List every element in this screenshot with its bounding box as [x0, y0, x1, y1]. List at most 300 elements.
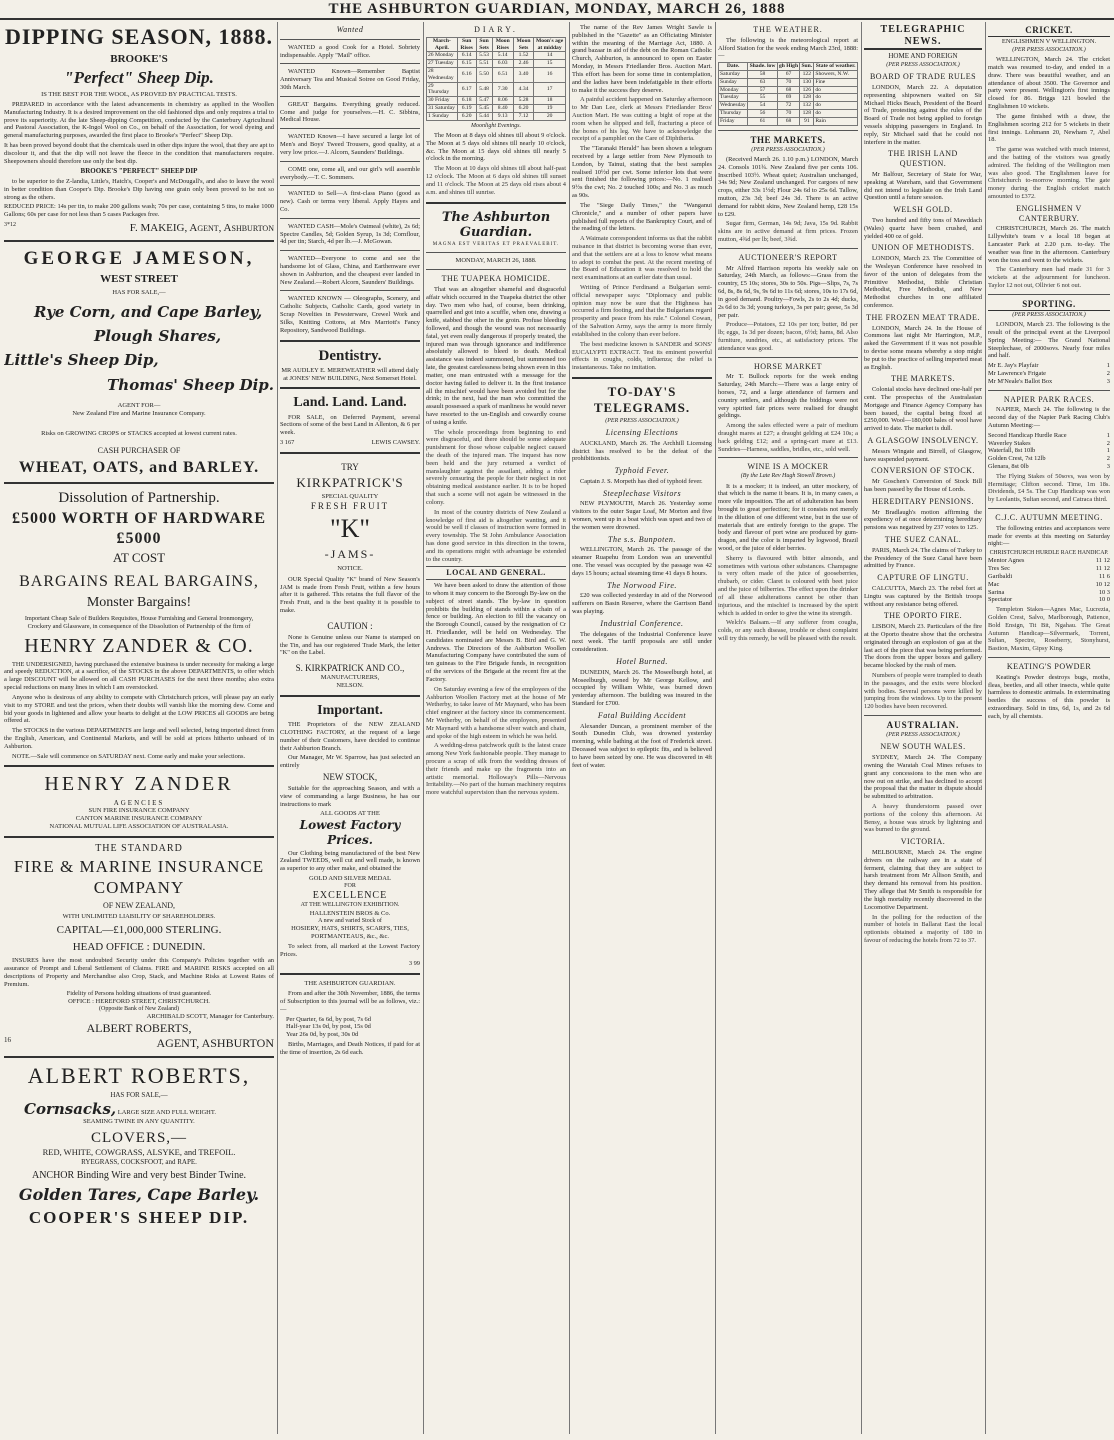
handicap-weight: [988, 581, 1110, 589]
wine-body: It is a mocker; it is indeed, an utter mockery, of that which is the name it bears. It is, in many cases, a more vile imposition. The art of adulteration has been brought to great perfection; for it consists not merely in the dilution of one different wine, but in the use of materials that are entirely foreign to the grape. The body and flavour of port wine are produced by gum-dragon, and the color is imparted by logwood, Brazil wood, or the juice of elder berries.: [718, 482, 858, 553]
weather-cell: 128: [800, 94, 814, 102]
canterbury-heading: ENGLISHMEN V CANTERBURY.: [1016, 203, 1082, 223]
diary-cell: 8.06: [492, 97, 513, 105]
weather-cell: Monday: [719, 86, 748, 94]
diary-cell: 6.14: [457, 52, 476, 60]
weather-cell: Sunday: [719, 78, 748, 86]
tn-body: Mr Balfour, Secretary of State for War, speaking at Wareham, said that Government did not intend to legislate on the Irish Land Question until a future session.: [864, 170, 982, 202]
wanted-ad: WANTED a good Cook for a Hotel. Sobriety indispensable. Apply "Mail" office.: [280, 43, 420, 59]
ad-albert-roberts: [4, 1063, 274, 1229]
horse-heading: HORSE MARKET: [753, 361, 822, 371]
diary-cell: 1 Sunday: [427, 112, 458, 120]
ad-agent: ALBERT ROBERTS,: [86, 1021, 192, 1036]
ad-bargains: BARGAINS REAL BARGAINS,: [19, 573, 259, 591]
cjc-filler: Templeton Stakes—Agnes Mac, Lucrezia, Golden Crest, Salvo, Marlborough, Patience, Bold Ensign, Tit Bit, Ngahau. The Great Autumn Handicap—Silvermark, Torrent, Sultan, Spectre, Roseberry, Stonyhurst, Bastion, Maxim, Gipsy King.: [988, 606, 1110, 653]
ad-head-office: HEAD OFFICE : DUNEDIN.: [72, 940, 206, 953]
race-entry-label: Waverley Stakes: [988, 439, 1031, 447]
kirk-try: TRY: [341, 461, 359, 472]
weather-row: [719, 94, 858, 102]
napier-heading: NAPIER PARK RACES.: [1003, 394, 1095, 404]
weather-cell: Wednesday: [719, 102, 748, 110]
guardian-terms: From and after the 30th November, 1886, the terms of Subscription to this journal will be as follows, viz.:—: [280, 990, 420, 1013]
ad-name: ALBERT ROBERTS,: [27, 1062, 251, 1088]
local-filler: A wedding-dress patchwork quilt is the latest craze among New York fashionable people. They manage to procure a scrap of silk from the wedding dresses of their friends and make up the fragments into an artistic memorial. Holloway's Pills—Nervous Irritability.—No part of the human machinery requires more watchful supervision than the nervous system.: [426, 742, 566, 797]
ad-code: 16: [4, 1035, 11, 1044]
tn-body: MELBOURNE, March 24. The engine drivers on the railway are in a state of ferment, claiming that they are subject to harsh treatment from Mr Allison Smith, and they demand his removal from his position. They allege that Mr Smith is responsible for the high mortality recently discovered in the Locomotive Department.: [864, 849, 982, 911]
ad-fidelity: Fidelity of Persons holding situations of trust guaranteed.: [66, 990, 212, 998]
ad-capital: CAPITAL—£1,000,000 STERLING.: [56, 924, 222, 937]
diary-cell: 20: [534, 112, 566, 120]
wanted-ad: WANTED Known—I have secured a large lot of Men's and Boys' Tweed Trousers, good quality, at a very low price.—J. Alcorn, Saunders' Buildings.: [280, 133, 420, 156]
wanted-ad: COME one, come all, and our girl's will assemble everybody.—T. C. Sommers.: [280, 165, 420, 181]
tn-filler: Numbers of people were trampled to death in the passages, and the exits were blocked with bodies. Several persons were killed by jumping from the windows. Up to the present 120 bodies have been recovered.: [864, 672, 982, 711]
ad-product: "Perfect" Sheep Dip.: [64, 68, 214, 88]
ad-street: WEST STREET: [100, 272, 178, 285]
tn-body: LONDON, March 22. A deputation representing shipowners waited on Sir Michael Hicks Beach, President of the Board of Trade, protesting against the rules of the Board of Trade not being applied to foreign vessels shipping passengers in England. In reply, Sir Michael said that he could not interfere in the matter.: [864, 83, 982, 146]
masthead: [0, 0, 1114, 20]
important-excellence: EXCELLENCE: [312, 890, 388, 902]
kirk-mfr: MANUFACTURERS,: [320, 674, 380, 682]
wine-filler: Sherry is flavoured with bitter almonds, and sometimes with various other substances. Champagne is very often made of the juice of gooseberries, rhubarb, or cider. Claret is coloured with beet juice and the juice of bilberries. The effect upon the drinker of all these adulterations cannot be other than injurious, and the mischief is increased by the spirit which is added in order to give the wine its strength.: [718, 554, 858, 617]
ad-forsale: HAS FOR SALE,—: [110, 1091, 168, 1100]
diary-cell: 5.44: [476, 112, 492, 120]
tel-head: The Norwood Fire.: [607, 580, 677, 590]
kirk-k: "K": [329, 514, 370, 544]
weather-cell: 132: [800, 102, 814, 110]
diary-row: [427, 112, 566, 120]
ad-agencies: AGENCIES: [113, 798, 165, 807]
tuapeka-filler: In most of the country districts of New Zealand a knowledge of first aid is altogether wanting, and it would be well if classes of instruction were formed in every township. The St John Ambulance Association has done good service in this direction in the towns, and its operations might with advantage be extended to the country.: [426, 508, 566, 563]
tn-head: UNION OF METHODISTS.: [871, 243, 975, 253]
diary-cell: 6.17: [457, 82, 476, 97]
ad-name: HENRY ZANDER: [44, 773, 234, 796]
diary-header-cell: Sun Sets: [476, 37, 492, 52]
ad-clovers: CLOVERS,—: [90, 1130, 188, 1147]
important-for: FOR: [344, 882, 356, 889]
ad-item: Little's Sheep Dip,: [4, 351, 159, 370]
cjc-body: The following entries and acceptances were made for events at this meeting on Saturday night:—: [988, 524, 1110, 548]
weather-cell: 61: [748, 117, 777, 125]
diary-cell: 4.34: [513, 82, 533, 97]
wine-filler: Welch's Balsam.—If any sufferer from coughs, colds, or any such disease, trouble or chest complaint will try this remedy, he will be pleased with the result.: [718, 619, 858, 642]
diary-cell: 5.47: [476, 97, 492, 105]
diary-cell: 26 Monday: [427, 52, 458, 60]
auction-filler: Produce—Potatoes, £2 10s per ton; butter, 8d per lb; eggs, 1s 3d per dozen; bacon, 6½d; hams, 8d. Also furniture, sundries, etc., at satisfactory prices. The attendance was good.: [718, 321, 858, 352]
important-newstock: NEW STOCK,: [322, 771, 378, 782]
weather-header-cell: State of weather.: [815, 63, 856, 70]
diary-cell: 6.16: [457, 68, 476, 83]
tuapeka-body: That was an altogether shameful and disgraceful affair which occurred in the Tuapeka district the other day. Two men who had, of course, been drinking, quarrelled and got into a scuffle, when one, drawing a knife, stabbed the other in the groin. Profuse bleeding followed, and though the wound was not necessarily fatal, yet even really dangerous if properly treated, the injured man was through ignorance and indifference absolutely allowed to bleed to death. Medical assistance was indeed summoned, but summoned too late, the greatest carelessness being shown even in this matter, one man entrusted with a message for the doctor having failed to deliver it. In the first instance all the mischief would have been avoided but for the drink; in the next, had the man who committed the assault possessed a spark of manliness he would never have resorted to the un-English and cowardly course of using a knife.: [426, 285, 566, 426]
kirk-company: S. KIRKPATRICK AND CO.,: [295, 663, 405, 674]
keating-body: Keating's Powder destroys bugs, moths, fleas, beetles, and all other insects, while quite harmless to domestic animals. In exterminating beetles the success of this powder is extraordinary. Sold in tins, 6d, 1s, and 2s 6d each, by all chemists.: [988, 673, 1110, 720]
diary-cell: 1.52: [513, 52, 533, 60]
important-medal: GOLD AND SILVER MEDAL: [309, 874, 391, 882]
ad-monster: Monster Bargains!: [86, 594, 192, 610]
diary-caption: Moonlight Evenings.: [471, 122, 521, 129]
diary-cell: 5.28: [513, 97, 533, 105]
ad-note: NOTE.—Sale will commence on SATURDAY next. Come early and make your selections.: [12, 752, 246, 760]
race-entry: [988, 455, 1110, 463]
handicap-weight: [988, 557, 1110, 565]
ad-tagline: IS THE BEST FOR THE WOOL, AS PROVED BY PRACTICAL TESTS.: [41, 90, 237, 98]
column-rule: [423, 22, 424, 1434]
ad-cash: CASH PURCHASER OF: [97, 445, 181, 455]
ad-standard-insurance: [4, 843, 274, 1050]
guardian-half: Half-year 13s 0d, by post, 15s 0d: [286, 1023, 371, 1031]
weather-cell: 70: [777, 78, 800, 86]
race-result-label: Mr Lawrence's Frigate: [988, 369, 1046, 377]
weather-cell: 67: [777, 71, 800, 79]
diary-cell: 5.51: [476, 60, 492, 68]
land-code: 3 167: [280, 438, 295, 446]
weather-cell: Saturday: [719, 71, 748, 79]
keating-heading: KEATING'S POWDER: [1006, 662, 1092, 672]
handicap-weight: [988, 596, 1110, 604]
diary-cell: 6.15: [457, 60, 476, 68]
weather-cell: 55: [748, 94, 777, 102]
important-clothing: Our Clothing being manufactured of the best New Zealand TWEEDS, well cut and well made, is known as superior to any other make, and obtained the: [280, 849, 420, 873]
news-body: The "Taranaki Herald" has been shown a telegram received by a large settler from New Plymouth to London, by Tainui, stating that the best samples realised 10½d per cwt. Some inferior lots that were sent finished the following prices:—No. 1 realised 9½s the cwt; No. 2 touched 100s; and No. 3 as much as 90s.: [572, 145, 712, 200]
ad-name: GEORGE JAMESON,: [23, 248, 255, 270]
race-entry-label: Golden Crest, 7st 12lb: [988, 455, 1046, 463]
weather-cell: 130: [800, 78, 814, 86]
diary-cell: 3.40: [513, 68, 533, 83]
ad-item: Plough Shares,: [94, 327, 222, 346]
column-sport: [988, 22, 1110, 1434]
weather-cell: 68: [777, 86, 800, 94]
ad-agentline: AGENT, ASHBURTON: [156, 1035, 274, 1050]
tn-head: CONVERSION OF STOCK.: [871, 466, 975, 476]
weather-cell: Thursday: [719, 110, 748, 118]
weather-cell: 57: [748, 86, 777, 94]
diary-cell: 6.18: [457, 97, 476, 105]
diary-row: [427, 97, 566, 105]
handicap-weight-value: 11 12: [1095, 565, 1110, 573]
column-rule: [715, 22, 716, 1434]
diary-cell: 9.13: [492, 112, 513, 120]
tn-body: SYDNEY, March 24. The Company owning the Waratah Coal Mines refuses to grant any concessions to the men who are now out on strike, and has declined to accept the proposal that the matter in dispute should be submitted to arbitration.: [864, 754, 982, 801]
telegrams-heading: TO-DAY'S TELEGRAMS.: [593, 383, 691, 415]
weather-cell: do: [814, 110, 858, 118]
news-filler: A Waimate correspondent informs us that the rabbit nuisance in that district is becoming worse than ever, and that the settlers are at a loss to know what means to adopt to combat the pest. At the recent meeting of the Board of Education it was resolved to hold the next examinations at an earlier date than usual.: [572, 235, 712, 282]
cricket-press: (PER PRESS ASSOCIATION.): [1012, 46, 1086, 53]
diary-cell: 2.46: [513, 60, 533, 68]
column-wanted-ads: [280, 22, 420, 1434]
weather-cell: Rain: [814, 117, 858, 125]
tn-head: NEW SOUTH WALES.: [880, 742, 966, 752]
canterbury-body: CHRISTCHURCH, March 26. The match Lillywhite's team v a local 18 began at Lancaster Park at 2.20 p.m. to-day. The weather was fine in the afternoon. Canterbury won the toss and went to the wickets.: [988, 225, 1110, 264]
important-new: A new and varied Stock of: [318, 917, 382, 924]
local-filler: On Saturday evening a few of the employees of the Ashburton Woollen Factory met at the house of Mr Wetherby, to take leave of Mr Maynard, who has been chief engineer at the factory since its commencement. Mr Wetherby, on behalf of the employees, presented Mr Maynard with a handsome silver watch and chain, and spoke of the high esteem in which he was held.: [426, 685, 566, 740]
weather-cell: 128: [800, 110, 814, 118]
ad-important: Important Cheap Sale of Builders Requisites, House Furnishing and General Ironmongery, Crockery and Glassware, in consequence of the Dissolution of Partnership of the firm of: [24, 614, 254, 630]
diary-cell: 30 Friday: [427, 97, 458, 105]
tuapeka-filler: The whole proceedings from beginning to end were disgraceful, and there should be some adequate punishment for those whose culpable neglect caused the death of the injured man. The inquest has now been held and the jury returned a verdict of manslaughter against the assailant, adding a rider severely censuring the people for their neglect in not obtaining medical assistance earlier. It is to be hoped that such a scene will not again be witnessed in the colony.: [426, 428, 566, 506]
weather-table: [718, 62, 858, 126]
diary-filler: The Moon at 10 days old shines till about half-past 12 o'clock. The Moon at 6 days old shines till sunset and 11 o'clock. The Moon at 25 days old rises about 4 a.m. and shines till sunrise.: [426, 165, 566, 196]
weather-cell: 58: [748, 71, 777, 79]
column-advertisements-1: [4, 22, 274, 1434]
weather-cell: Tuesday: [719, 94, 748, 102]
cricket-body: WELLINGTON, March 24. The cricket match was resumed to-day, and ended in a draw. There was beautiful weather, and an attendance of about 3500. The Governor and party were present. Wellington's first innings closed for 86. Briggs 121 bowled the Englishmen 10 wickets.: [988, 56, 1110, 111]
weather-cell: 72: [777, 102, 800, 110]
tel-head: Industrial Conference.: [600, 618, 684, 628]
weather-cell: 56: [748, 110, 777, 118]
ad-wheat: WHEAT, OATS, and BARLEY.: [18, 458, 260, 476]
weather-note: The following is the meteorological report at Alford Station for the week ending March 23rd, 1888:—: [718, 36, 858, 60]
tn-head: THE SUEZ CANAL.: [884, 535, 962, 545]
aus-heading: AUSTRALIAN.: [886, 720, 960, 731]
race-result: [988, 370, 1110, 378]
cricket-sub: ENGLISHMEN V WELLINGTON.: [1001, 37, 1097, 45]
kirk-jams: -JAMS-: [324, 547, 376, 562]
tn-body: LISBON, March 23. Particulars of the fire at the Oporto theatre show that the orchestra originated through an explosion of gas at the last act of the piece that was being performed. The doors from the upper boxes and gallery became blocked by the rush of men.: [864, 623, 982, 670]
diary-cell: 18: [534, 97, 566, 105]
important-lowest: Lowest Factory Prices.: [299, 818, 401, 847]
ad-body-2: to be superior to the Z-landia, Little's, Hatch's, Cooper's and McDougall's, and also to leave the wool in better condition than Cooper's Dip. Brooke's Dip having one grain only been proved to be not so strong as the others.: [4, 177, 274, 201]
weather-row: [719, 110, 858, 118]
aus-sub: (PER PRESS ASSOCIATION.): [886, 732, 960, 739]
handicap-weight-value: 10 3: [1098, 588, 1110, 596]
guardian-births: Births, Marriages, and Death Notices, if paid for at the time of insertion, 2s 6d each.: [280, 1041, 420, 1056]
horse-filler: Among the sales effected were a pair of medium draught mares at £27; a draught gelding at £24 10s; a hack gelding £12; and a spring-cart mare at £13. Sundries—Harness, saddles, bridles, etc., sold well.: [718, 422, 858, 453]
ad-filler: It has been proved beyond doubt that the chemicals used in other dips injure the wool, that they are apt to discolour it, and that the dip will not leave the fleece in the condition that manufacturers require. Sheepowners should therefore use only the best dip.: [4, 141, 274, 165]
diary-cell: 6.20: [513, 105, 533, 113]
weather-cell: Showers, N.W.: [814, 71, 858, 79]
important-toselect: To select from, all marked at the Lowest Factory Prices.: [280, 942, 420, 958]
diary-cell: 7.30: [492, 82, 513, 97]
ad-of: OF NEW ZEALAND,: [102, 900, 176, 910]
diary-cell: 8.40: [492, 105, 513, 113]
weather-cell: 70: [777, 110, 800, 118]
race-entry-value: 1: [1106, 447, 1110, 455]
weather-cell: Fine: [814, 78, 858, 86]
race-result: [988, 378, 1110, 386]
tn-head: A GLASGOW INSOLVENCY.: [867, 436, 979, 446]
tel-head: Fatal Building Accident: [597, 710, 687, 720]
auction-body: Mr Alfred Harrison reports his weekly sale on Saturday, 24th March, as follows:—Grass from the country, £5 10s; stores, 30s to 50s. Pigs—Slips, 7s, 7s 6d, 8s, 8s 6d, 9s, 9s 6d to 11s 6d; stores, 10s to 17s 6d, in good demand. Poultry—Fowls, 2s to 2s 4d; ducks, 2s 6d to 3s 3d; young turkeys, 3s per pair; geese, 5s 3d per pair.: [718, 264, 858, 319]
race-result-label: Mr E. Jay's Playfair: [988, 362, 1039, 370]
ad-agency: SUN FIRE INSURANCE COMPANY: [88, 807, 190, 815]
ad-opposite: (Opposite Bank of New Zealand): [99, 1006, 179, 1013]
weather-cell: 54: [748, 102, 777, 110]
ad-worth: £5000 WORTH OF HARDWARE £5000: [11, 510, 266, 547]
diary-cell: 5.14: [492, 52, 513, 60]
diary-cell: 29 Thursday: [427, 82, 458, 97]
weather-cell: do: [814, 102, 858, 110]
ad-grass: RYEGRASS, COCKSFOOT, and RAPE.: [81, 1157, 197, 1166]
tuapeka-heading: THE TUAPEKA HOMICIDE.: [441, 274, 551, 284]
handicap-weight-label: Garibaldi: [988, 572, 1013, 580]
column-news: [572, 22, 712, 1434]
ad-cornsacks: Cornsacks,: [24, 1099, 117, 1118]
canterbury-filler: The Canterbury men had made 31 for 3 wickets at the adjournment for luncheon. Taylor 12 not out, Ollivier 6 not out.: [988, 266, 1110, 290]
tel-body: NEW PLYMOUTH, March 26. Yesterday some visitors to the outer Sugar Loaf, Mr Morton and five women, went up in a boat which was upset and two of the women were drowned.: [572, 500, 712, 531]
diary-header-cell: Moon Sets: [513, 37, 533, 52]
markets-filler: Sugar firm, German, 14s 9d; Java, 15s 9d. Rabbit skins are in active demand at firm prices. Frozen mutton, 4¾d per lb; beef, 3¾d.: [718, 220, 858, 244]
weather-row: [719, 86, 858, 94]
ad-office: OFFICE : HEREFORD STREET, CHRISTCHURCH.: [68, 998, 210, 1006]
diary-row: [427, 68, 566, 83]
handicap-weight: [988, 589, 1110, 597]
tn-body: Mr Bradlaugh's motion affirming the expediency of at once determining hereditary pensions was negatived by 237 votes to 125.: [864, 508, 982, 532]
masthead-title: THE ASHBURTON GUARDIAN, MONDAY, MARCH 26, 1888: [328, 0, 786, 17]
ad-clover-list: RED, WHITE, COWGRASS, ALSYKE, and TREFOIL.: [42, 1147, 236, 1158]
tel-body: WELLINGTON, March 26. The passage of the steamer Ruapehu from London was an uneventful one. The vessel was occupied by the passage was 42 days 15 hours; actual steaming time 41 days 8 hours.: [572, 546, 712, 577]
markets-body: (Received March 26. 1.10 p.m.) LONDON, March 24. Consols 101¾. New Zealand five per cents 106. Inscribed 103½. Wheat quiet; Australian unchanged, 34s 9d; New Zealand unchanged. For cargoes of new crops, either 33s 1½d; Flour 24s 6d to 25s 6d. Tallow, mutton, 23s 3d; beef 24s 3d. There is an active demand for rabbit skins, New Zealand hemp, £28 15s to £29.: [718, 155, 858, 218]
wine-sub: (By the Late Rev Hugh Stowell Brown.): [740, 473, 836, 480]
ad-dipping-season: [4, 24, 274, 235]
diary-header-cell: Moon's age at midday: [534, 37, 566, 52]
telegrams-sub: (PER PRESS ASSOCIATION.): [605, 417, 679, 424]
telegraphic-heading: TELEGRAPHIC NEWS.: [864, 24, 982, 50]
diary-cell: 5.45: [476, 105, 492, 113]
diary-cell: 17: [534, 82, 566, 97]
column-rule: [569, 22, 570, 1434]
local-body: We have been asked to draw the attention of those to whom it may concern to the Borough By-law on the subject of street stands. The by-law in question prohibits the building of stands within a chain of a fence or building. An election to fill the vacancy on the Borough Council, caused by the resignation of Cr H. Friedlander, will be held on Wednesday. The candidates nominated are Messrs B. Bird and G. W. Andrews. The Directors of the Ashburton Woollen Manufacturing Company have contributed the sum of ten guineas to the Fire Brigade funds, in recognition of the services of the Brigade at the recent fire at the Factory.: [426, 582, 566, 683]
tn-head: THE FROZEN MEAT TRADE.: [866, 312, 980, 322]
important-title: Important.: [317, 703, 383, 719]
wine-heading: WINE IS A MOCKER: [747, 462, 829, 472]
ad-filler: Anyone who is desirous of any ability to compete with Christchurch prices, will please pay an early visit to my STORE and test the prices, when their doubts will vanish like the morning dew. Come and bid your goods in lightened and allow your hearts to delight at the LOW PRICES all GOODS are being offered at.: [4, 693, 274, 725]
race-entry: [988, 463, 1110, 471]
cjc-heading: C.J.C. AUTUMN MEETING.: [995, 513, 1103, 523]
ad-price: REDUCED PRICE: 14s per tin, to make 200 gallons wash; 70s per case, containing 5 tins, to make 1000 Gallons; 60s per case for not less than 5 cases Packages free.: [4, 203, 274, 219]
wanted-ad: WANTED Known—Remember Baptist Anniversary Tea and Musical Soiree on Good Friday, 30th March.: [280, 68, 420, 91]
race-entry-label: Glenara, 8st 0lb: [988, 463, 1029, 471]
tn-body: PARIS, March 24. The claims of Turkey to the Presidency of the Suez Canal have been admitted by France.: [864, 546, 982, 570]
wanted-ad: GREAT Bargains. Everything greatly reduced. Come and judge for yourselves.—H. C. Sibbins, Medical House.: [280, 100, 420, 124]
handicap-weight: [988, 573, 1110, 581]
ad-agent: F. MAKEIG, Agent, Ashburton: [129, 221, 274, 234]
paper-motto: MAGNA EST VERITAS ET PRAEVALEBIT.: [432, 242, 560, 248]
diary-header-cell: Moon Rises: [492, 37, 513, 52]
important-suitable: Suitable for the approaching Season, and with a view of commanding a large Business, he has our instructions to mark: [280, 784, 420, 808]
kirk-name: KIRKPATRICK'S: [296, 474, 404, 490]
guardian-quarter: Per Quarter, 6s 6d, by post, 7s 6d: [286, 1015, 371, 1023]
race-result: [988, 362, 1110, 370]
diary-row: [427, 60, 566, 68]
race-result-value: 1: [1106, 362, 1110, 370]
ad-item: Rye Corn, and Cape Barley,: [34, 302, 263, 321]
race-entry-value: 2: [1106, 455, 1110, 463]
kirk-notice: NOTICE.: [337, 564, 363, 572]
race-entry: [988, 432, 1110, 440]
tn-body: Two hundred and fifty tons of Mawddach (Wales) quartz have been crushed, and yielded 400 oz of gold.: [864, 216, 982, 240]
kirk-fresh: FRESH FRUIT: [310, 500, 390, 511]
weather-header-row: [719, 63, 858, 71]
ad-subhead: BROOKE'S "PERFECT" SHEEP DIP: [80, 167, 198, 176]
ad-notice: THE UNDERSIGNED, having purchased the extensive business is under necessity for making a large and speedy REDUCTION, at a sacrifice, of the STOCKS in the above DEPARTMENTS, to offer which a large DISCOUNT will be allowed on all CASH PURCHASES for the next three months; also extra special reductions on many lines in which I am overstocked.: [4, 660, 274, 692]
markets-sub: (PER PRESS ASSOCIATION.): [751, 146, 825, 153]
land-body: FOR SALE, on Deferred Payment, several Sections of some of the best Land in Allenton, & 6 per week.: [280, 413, 420, 437]
wanted-heading: Wanted: [336, 25, 364, 34]
race-entry: [988, 447, 1110, 455]
tn-body: LONDON, March 24. In the House of Commons last night Mr Harrington, M.P., asked the Government if it was not possible to devise some means whereby a stop might be put to the practice of selling imported meat as English.: [864, 324, 982, 371]
weather-cell: 91: [800, 117, 814, 125]
weather-cell: 63: [748, 78, 777, 86]
wanted-ad: WANTED to Sell—A first-class Piano (good as new). Cash or terms very liberal. Apply Hayes and Co.: [280, 190, 420, 213]
ad-firm: HENRY ZANDER & CO.: [24, 635, 254, 658]
ad-title: FIRE & MARINE INSURANCE COMPANY: [13, 857, 265, 897]
tn-head: THE IRISH LAND QUESTION.: [888, 149, 958, 169]
diary-cell: 5.50: [476, 68, 492, 83]
ad-body: PREPARED in accordance with the latest advancements in chemistry as applied in the Woollen Manufacturing Industry. It is a desired improvement on the old fashioned dips and only requires a trial to prove its superiority. At the late Sheep-dipping Competition, conducted by the Canterbury Agricultural and Pastoral Association, the K-Ingol Wool on Co., on behalf of the Association, for wool dyeing and general manufacturing purposes, awarded the first place to Brooke's "Perfect" Sheep Dip.: [4, 100, 274, 140]
handicap-weight-label: Tres Sec: [988, 565, 1010, 573]
horse-body: Mr T. Bullock reports for the week ending Saturday, 24th March:—There was a large entry of horses, 72, and a large attendance of farmers and country settlers, and although the biddings were not very spirited fair prices were realised for draught geldings.: [718, 373, 858, 420]
tel-body: £20 was collected yesterday in aid of the Norwood sufferers on Basin Reserve, where the Garrison Band was playing.: [572, 592, 712, 616]
diary-cell: 5.48: [476, 82, 492, 97]
tel-body: Alexander Duncan, a prominent member of the South Dunedin Club, was drowned yesterday morning, while bathing at the foot of Frederick street. Deceased was subject to epileptic fits, and is believed to have been seized by one. He was discovered in 4ft feet of water.: [572, 722, 712, 769]
ad-forsale: HAS FOR SALE,—: [112, 288, 166, 296]
weather-cell: 122: [800, 71, 814, 79]
diary-cell: 5.53: [476, 52, 492, 60]
race-entry-value: 3: [1106, 463, 1110, 471]
important-items: HOSIERY, HATS, SHIRTS, SCARFS, TIES, PORTMANTEAUS, &c., &c.: [291, 924, 409, 940]
column-rule: [277, 22, 278, 1434]
weather-cell: 69: [777, 94, 800, 102]
diary-header-cell: March-April.: [427, 37, 458, 52]
diary-cell: 14: [534, 52, 566, 60]
tn-head: VICTORIA.: [900, 837, 946, 847]
markets-heading: THE MARKETS.: [750, 134, 826, 145]
cricket-filler: The game was watched with much interest, and the batting of the visitors was greatly admired. The fielding of the Wellington men was also good. The Englishmen leave for Christchurch to-morrow morning. The gate money during the English cricket match amounted to £372.: [988, 146, 1110, 201]
ad-agency: CANTON MARINE INSURANCE COMPANY: [75, 815, 203, 823]
ad-twine: ANCHOR Binding Wire and very best Binder Twine.: [31, 1170, 247, 1182]
napier-body: NAPIER, March 24. The following is the second day of the Napier Park Racing Club's Autumn Meeting:—: [988, 406, 1110, 429]
handicap-weight-label: Sarina: [988, 588, 1005, 596]
weather-header-cell: gh High: [778, 63, 799, 70]
races-list: [988, 432, 1110, 471]
news-filler: Writing of Prince Ferdinand a Bulgarian semi-official newspaper says: "Diplomacy and public opinion may now be sure that the Highness has occurred a firm footing, and that the Bulgarians regard prosperity and peace from his rule." Colonel Cowan, of the Salvation Army, says the army is more firmly established in the colony than ever before.: [572, 284, 712, 338]
tel-head: Typhoid Fever.: [614, 466, 670, 476]
diary-header-row: [427, 37, 566, 52]
land-signature: LEWIS CAWSEY.: [371, 438, 420, 446]
weights-list: [988, 557, 1110, 604]
dentistry-title: Dentistry.: [318, 347, 382, 364]
land-title: Land. Land. Land.: [293, 395, 407, 411]
diary-cell: 6.51: [492, 68, 513, 83]
weather-cell: 126: [800, 86, 814, 94]
telegraphic-home: HOME AND FOREIGN: [888, 52, 958, 61]
handicap-weight-value: 10 0: [1098, 596, 1110, 604]
ad-dissolution: [4, 489, 274, 760]
ad-stocks: The STOCKS in the various DEPARTMENTS are large and well selected, being imported direct from the English, American, and Continental Markets, and will be sold at prices hitherto unheard of in Ashburton.: [4, 727, 274, 750]
napier-filler: The Flying Stakes of 50sovs, was won by Hermitage; Clifton second. Time, 1m 18s. Dividends, £4 5s. The Cup Handicap was won by Leolantis, Sultan second, and Catraca third.: [988, 472, 1110, 504]
tn-body: LONDON, March 23. The Committee of the Wesleyan Conference have resolved in favor of the union of delegates from the Primitive Methodist, Bible Christian Methodist, Free Methodist, and New Methodist churches in one affiliated conference.: [864, 255, 982, 310]
ad-manager: ARCHIBALD SCOTT, Manager for Canterbury.: [146, 1013, 274, 1021]
ad-henry-zander: [4, 772, 274, 831]
race-entry-label: Second Handicap Hurdle Race: [988, 431, 1067, 439]
race-result-label: Mr M'Neale's Ballot Box: [988, 377, 1053, 385]
tel-body: AUCKLAND, March 26. The Archhill Licensing district has resolved to be the defeat of the prohibitionists.: [572, 439, 712, 463]
ad-george-jameson: [4, 247, 274, 477]
weather-row: [719, 117, 858, 125]
weather-row: [719, 78, 858, 86]
ad-seaming: SEAMING TWINE IN ANY QUANTITY.: [83, 1118, 195, 1126]
diary-cell: 28 Wednesday: [427, 68, 458, 83]
ad-title: DIPPING SEASON, 1888.: [5, 24, 273, 49]
weather-cell: Friday: [719, 117, 748, 125]
wanted-ad: WANTED KNOWN — Oleographs, Scenery, and Catholic Subjects, Catholic Cards, good variety in Scrap Novelties in Pewsterware, Crewel Work and Silks, Knitting Cottons, at Mrs Marriott's Fancy Repository, Sandwood Buildings.: [280, 295, 420, 334]
kirk-caution: CAUTION :: [327, 620, 373, 631]
tn-body: CALCUTTA, March 23. The rebel fort at Lingtu was captured by the British troops without any resistance being offered.: [864, 584, 982, 608]
kirk-nelson: NELSON.: [336, 682, 364, 690]
column-telegraphic-news: [864, 22, 982, 1434]
handicap-weight-label: Spectator: [988, 596, 1013, 604]
diary-moon: The Moon at 8 days old shines till about 9 o'clock. The Moon at 5 days old shines till nearly 10 o'clock, &c. The Moon at 15 days old shines till nearly 5 o'clock in the morning.: [426, 132, 566, 163]
tel-head: Licensing Elections: [605, 427, 679, 437]
